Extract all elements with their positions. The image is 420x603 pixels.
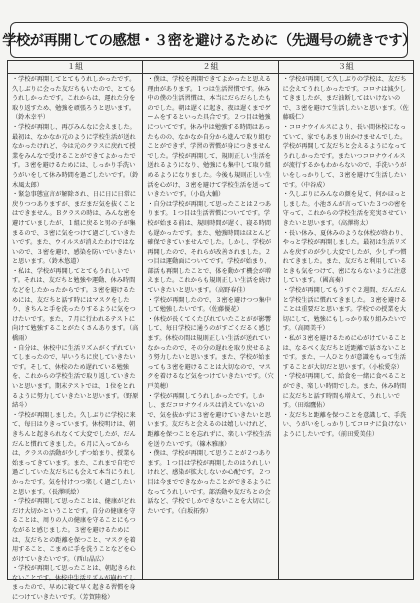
page-title: 学校が再開しての感想・３密を避けるために（先週号の続きです） — [2, 33, 416, 49]
comment-entry: ・自分は、休校中に生活リズムがくずれていてしまったので、早いうちに戻していきたいです。そして、休校のため遅れている勉強を、これからの学校生活で取り返していきたいと思います。期末テストでは、１位をとれるように努力していきたいと思います。（野原結斗） — [12, 344, 139, 410]
column-header: １組 — [8, 61, 142, 74]
comment-entry: ・学校が再開してもうすぐ２週間、だんだんと学校生活に慣れてきました。３密を避けることは重要だと思います。学校での授業を大切にして、勉強にもしっかり取り組みたいです。（高岡美千） — [282, 287, 407, 333]
comment-entry: ・僕は、学校を再開できてよかったと思える理由があります。１つは生活習慣です。休み中の僕の生活習慣は、本当にだらだらしたものでした。朝は遅くに起き、夜は遅くまでゲームをするといった具合です。２つ目は勉強についてです。休み中は勉強する時間はあったものの、なかなか自分から進んで取り組むことができず、学習の習慣が身につきませんでした。学校が再開して、規則正しい生活を送れるようになり、勉強にも集中して取り組めるようになりました。今後も規則正しい生活を心がけ、３密を避けて学校生活を送っていきたいです。（小島大輔） — [147, 76, 272, 199]
comment-entry: ・学校が再開して久しぶりの学校は、友だちに会えてうれしかったです。コロナは減少してきましたが、まだ油断してはいけないので、３密を避けて生活したいと思います。（佐藤暖仁） — [282, 76, 409, 122]
comment-entry: ・学校が再開して思ったことは、健康がどれだけ大切かということです。自分の健康を守ることは、周りの人の健康を守ることにもつながると感じました。３密を避けるためには、友だちとの距離を保つこと、マスクを着用すること、こまめに手を洗うことなどを心がけていきたいです。（西山晶広） — [12, 498, 136, 563]
title-banner — [2, 22, 416, 58]
columns-container — [7, 60, 413, 602]
column-body — [279, 74, 413, 440]
comment-entry: ・コロナウイルスにより、長い間休校になっていて、家でもあまり出かけませんでした。学校が再開して友だちと会えるようになってうれしかったです。またいつコロナウイルスが流行するかもわからないので、手洗いうがいをしっかりして、３密を避けて生活したいです。（中谷成） — [282, 123, 407, 189]
column-class-3 — [278, 60, 414, 580]
column-body — [143, 74, 277, 516]
comment-entry: ・休校が長くてくたびれていたことがが影響して、毎日学校に通うのがすごくだるく感じます。休校の間は規則正しい生活が送れていなかったので、その分の遅れを取り戻せるよう努力したいと思います。また、学校が始まっても３密を避けることは大切なので、マスクを着けるなど気をつけていきたいです。（穴戸美穂） — [147, 315, 274, 390]
comment-entry: ・学校が再開し、再びみんなに会えました。最初は、なかなか元のように学校生活が送れなかったけれど、今は元のクラスに戻れて授業をみんなで受けることができてよかったです。３密を避けるためには、しっかり手洗いうがいをして休み時間を過ごしたいです。（鈴木風太郎） — [12, 123, 139, 189]
column-class-1 — [7, 60, 143, 602]
comment-entry: ・自分は学校が再開して思ったことは２つあります。１つ目は生活習慣についてです。学校が始まる前は、規則時間が遅く、寝る時間も遅かったです。また、勉強時間はほとんど確保できていませんでした。しかし、学校が再開したので、それらが改善されました。２つ目は運動面についてです。学校が始まり、部活も再開したことで、体を動かす機会が増えました。これからも規則正しい生活を続けていきたいと思います。（高野春佳） — [147, 200, 272, 295]
comment-entry: ・緊急事態宣言が解除され、日に日に日常に戻りつつありますが、まだまだ気を抜くことはできません。Ｂクラスの時は、みんな密を避けていましたが、１組に戻ると男の子が集まるので、３密に気をつけて過ごしていきたいです。また、ウイルスが消えたわけではないので、３密を避け、感染を防いでいきたいと思います。（鈴木悠道） — [12, 191, 137, 266]
comment-entry: ・学校が再開してとてもうれしかったです。久しぶりに会った友だちもいたので、とてもうれしかったです。これからは、運れた分を取り返すため、勉強を頑張ろうと思います。（鈴木幸平） — [12, 76, 136, 122]
comment-entry: ・私が３密を避けるために心がけていることは、なるべく友だちと近距離で話さないことです。また、一人ひとりが意識をもって生活することが大切だと思います。（小松愛奈） — [282, 335, 407, 371]
comment-entry: ・長い休み、夏休みのような休校が終わり、やっと学校が再開しました。最初は生活リズムを戻すのが少し大変でしたが、少しずつ慣れてきました。また、友だちと利用しているときも気をつけて、密にならないように注意しています。（國高奏） — [282, 229, 407, 285]
comment-entry: ・私は、学校が再開してとてもうれしいです。それは、友だちと勉強や運動、休み時間などをしたかったからです。３密を避けるためには、友だちと話す時にはマスクをしたり、きちんと手を洗ったりするように気をつけたいです。また、７月に行われるテストに向けて勉強することがたくさんあります。（高橋雨） — [12, 267, 139, 343]
comment-entry: ・学校が再開したので、３密を避けつつ集中して勉強したいです。（佐藤優花） — [147, 296, 271, 314]
comment-entry: ・学校が再開して思ったことは、朝起きられないことです。休校中生活リズムが崩れてしまったので、早めに寝て早く起きる習慣を身につけていきたいです。（芳賀陸稔） — [12, 565, 136, 602]
column-body — [8, 74, 142, 603]
comment-entry: ・友だちと距離を保つことを意識して、手洗い、うがいをしっかりしてコロナに負けないようにしたいです。（前田愛美佳） — [282, 411, 407, 438]
comment-entry: ・学校が再開しました。久しぶりに学校に来て、毎日はりきっています。休校明けは、朝きちんと起きられなくて大変でしたが、だんだんと慣れてきました。６月に入ってからは、クラスの活動が少しずつ始まり、授業も始まってきています。また、これまで自宅で過ごしていた友だちにも会えて本当にうれしかったです。気を付けつつ楽しく過ごしたいと思います。（長澤咲絵） — [12, 411, 136, 496]
column-header: ３組 — [279, 61, 413, 74]
column-class-2 — [142, 60, 278, 580]
comment-entry: ・学校が再開して、給食を一緒に食べることができ、楽しい時間でした。また、休み時間に友だちと話す時間も増えて、うれしいです。（田端鷹佑） — [282, 373, 407, 410]
comment-entry: ・久しぶりにみんなの顔を見て、何かほっとしました。小池さんが言っていた３つの密を守って、これからの学校生活を充実させていきたいと思います。（高澤将太） — [282, 191, 407, 227]
column-header: ２組 — [143, 61, 277, 74]
comment-entry: ・学校が再開してうれしかったです。しかし、まだコロナウイルスは消えていないので、気を抜かずに３密を避けていきたいと思います。友だちと会えるのは嬉しいけれど、距離を保つことを忘れずに、楽しい学校生活を送りたいです。（篠木雅康） — [147, 392, 272, 448]
comment-entry: ・僕は、学校が再開して思うことが２つあります。１つ目は学校が再開したのはうれしいけれど、感染が拡大しないか心配です。２つ目は今までできなかったことができるようになってうれしいです。部活動や友だちとの会話など、学校でしかできないことを大切にしたいです。（白坂拓弥） — [147, 450, 272, 515]
